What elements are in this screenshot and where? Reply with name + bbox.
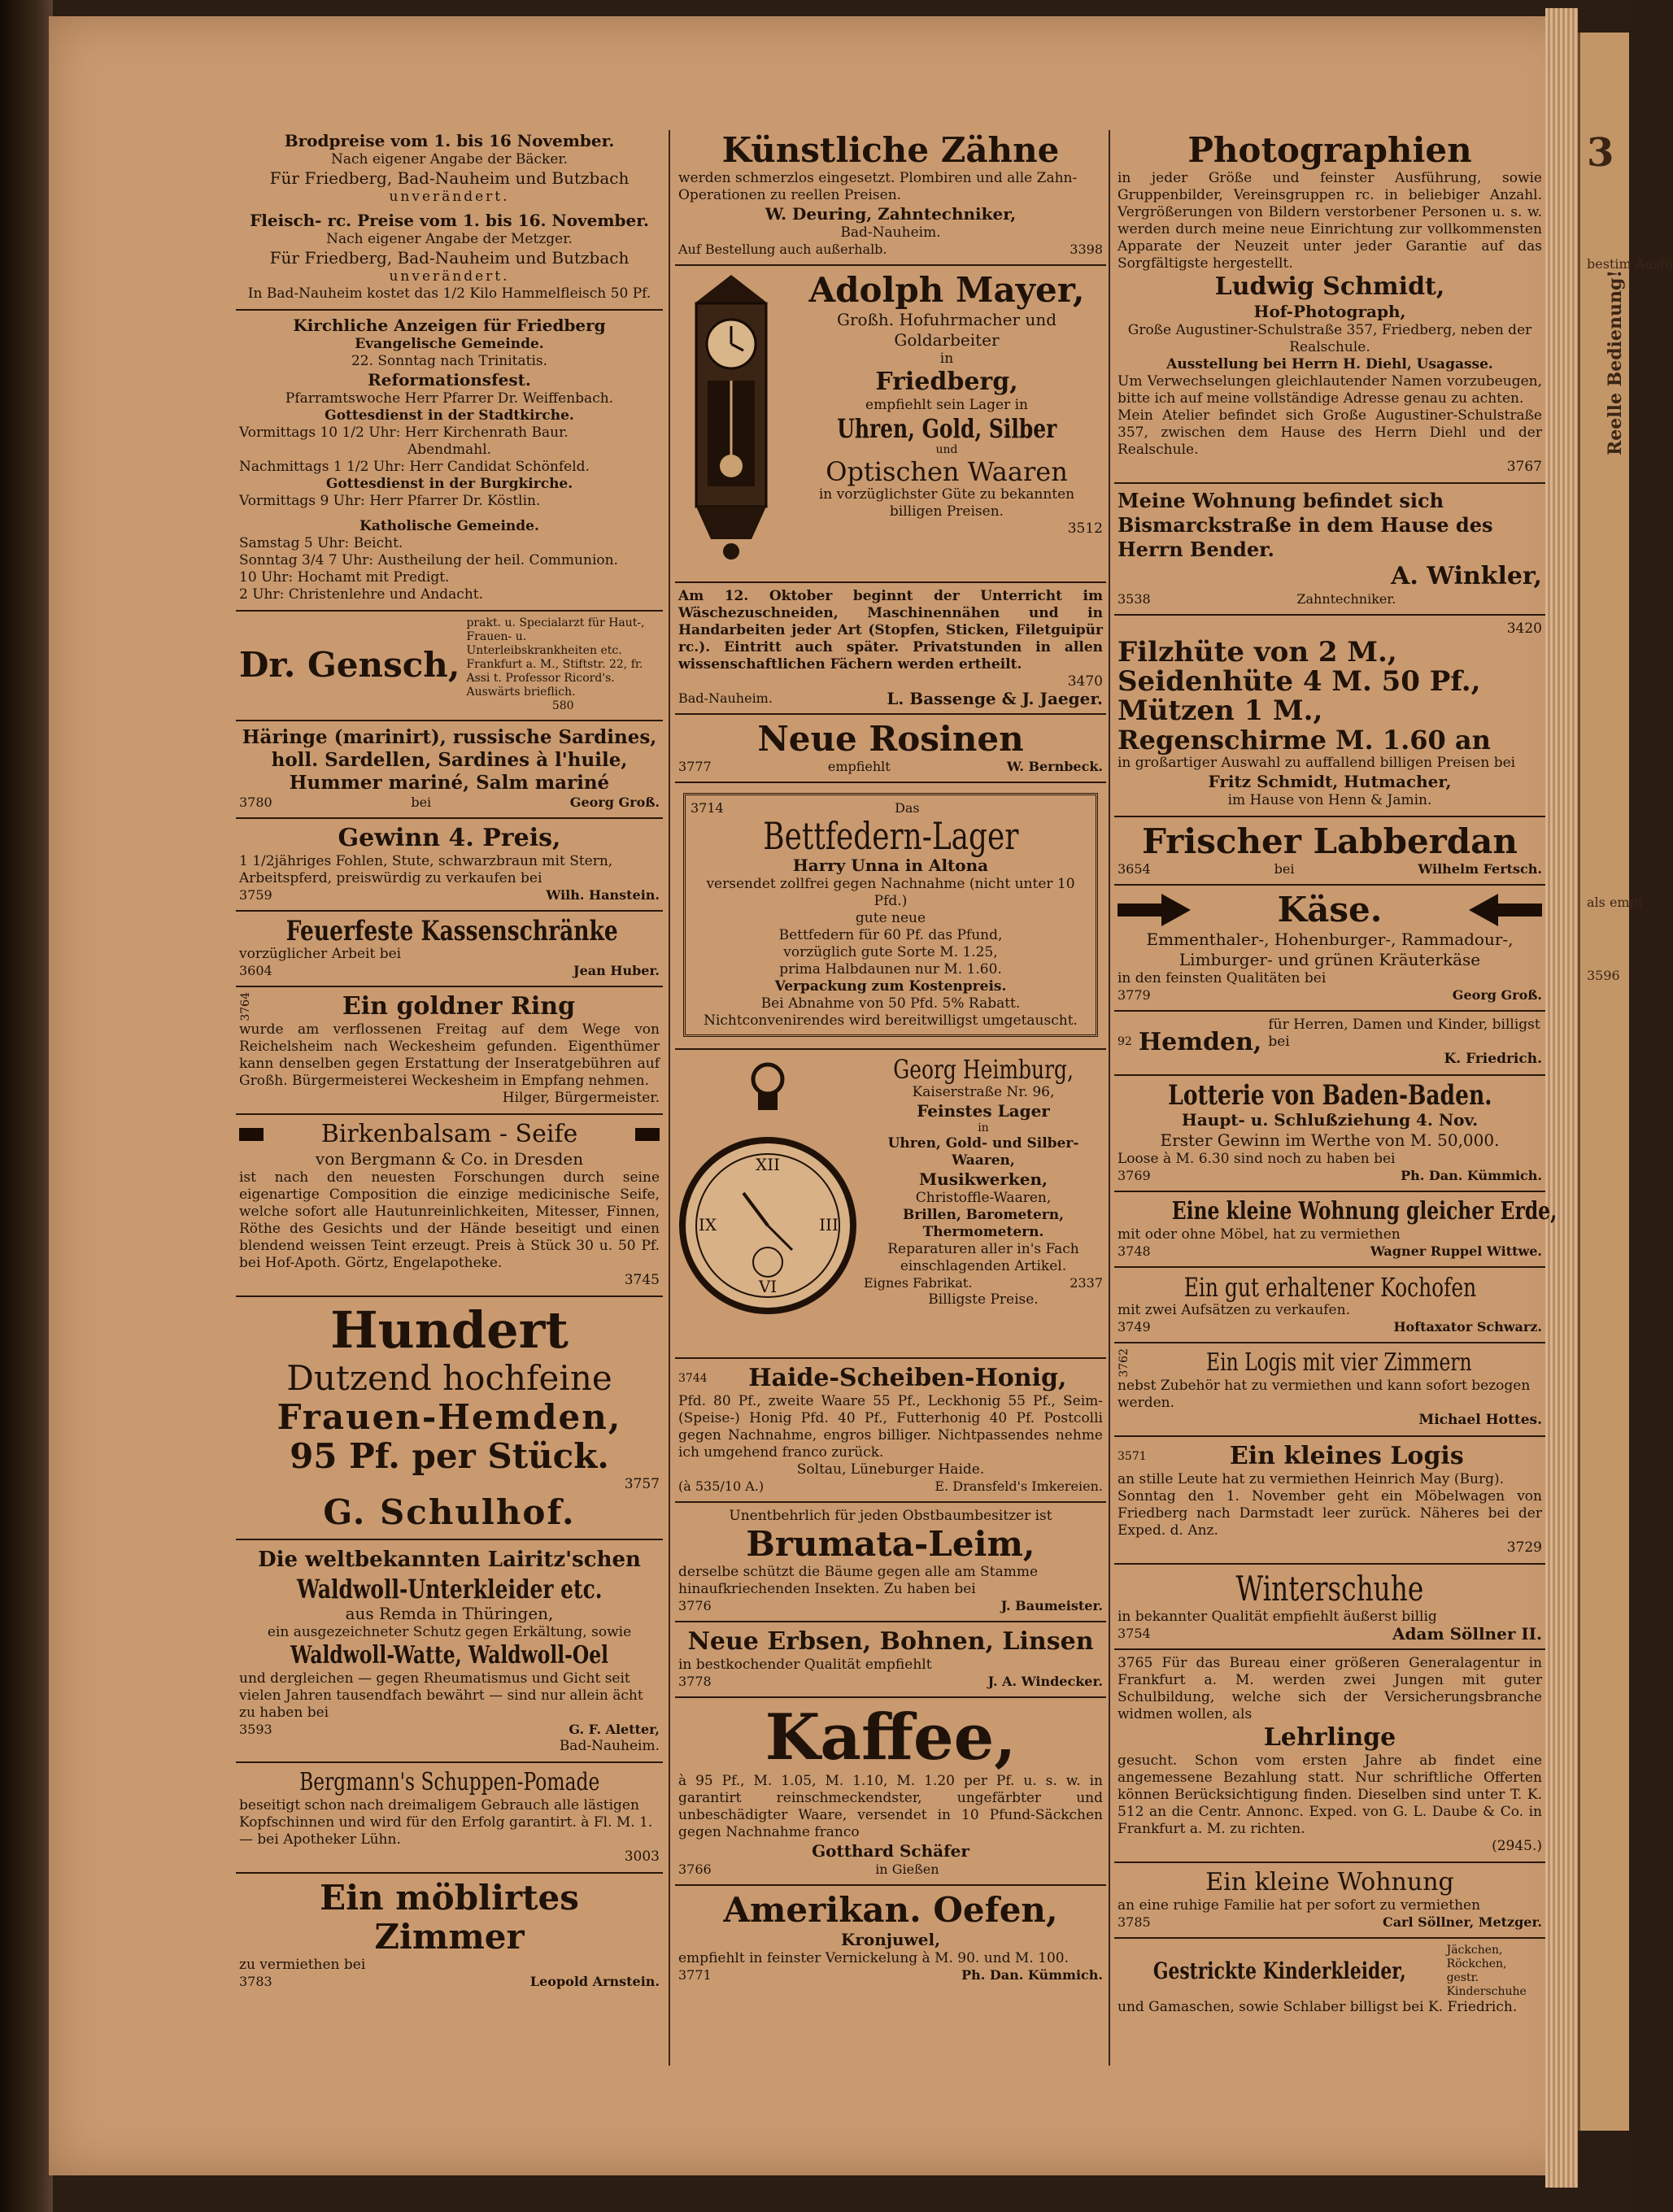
ad-text: Mein Atelier befindet sich Große Augustiner-Schulstraße 357, zwischen dem Hause des Herrn Diehl und der Realschule. — [1118, 407, 1542, 458]
ad-number: 3785 — [1118, 1914, 1151, 1930]
ad-text: Für Friedberg, Bad-Nauheim und Butzbach — [269, 248, 630, 268]
ad-text: bei — [411, 795, 432, 810]
ad-text: In Bad-Nauheim kostet das 1/2 Kilo Hammelfleisch 50 Pf. — [247, 285, 651, 302]
ad-title: Brodpreise vom 1. bis 16 November. — [284, 131, 615, 150]
ad-title: Kaffee, — [765, 1700, 1017, 1774]
ad-brodpreise — [236, 126, 663, 311]
ad-text: von Bergmann & Co. in Dresden — [315, 1149, 584, 1169]
ad-kirchliche-anzeigen — [236, 311, 663, 612]
ad-text: Harry Unna in Altona — [792, 856, 989, 875]
ad-logis-vier-zimmer — [1114, 1343, 1545, 1437]
ad-text: in bekannter Qualität empfiehlt äußerst billig — [1118, 1609, 1437, 1625]
ad-number: 3749 — [1118, 1319, 1151, 1335]
ad-lotterie — [1114, 1076, 1545, 1192]
ad-number: 2337 — [1070, 1275, 1103, 1291]
ad-text: im Hause von Henn & Jamin. — [1227, 792, 1432, 808]
ad-moebliertes-zimmer — [236, 1874, 663, 1996]
svg-text:III: III — [819, 1215, 839, 1234]
ad-text: gesucht. Schon vom ersten Jahre ab findet eine angemessene Bezahlung statt. Nur schriftliche Offerten können Berücksichtigung finden. Dieselben sind unter T. K. 512 an die Centr. Annonc. Exped. von G. L. Daube & Co. in Frankfurt a. M. zu richten. — [1118, 1753, 1542, 1837]
ad-text: versendet zollfrei gegen Nachnahme (nicht unter 10 Pfd.) — [706, 876, 1075, 909]
ad-text: Bettfedern für 60 Pf. das Pfund, — [778, 927, 1003, 943]
ad-number: 3398 — [1070, 242, 1103, 257]
ad-text: und — [935, 443, 958, 456]
ad-text: für Herren, Damen und Kinder, billigst bei — [1268, 1017, 1540, 1050]
ad-number: 3729 — [1506, 1539, 1542, 1556]
ad-text: unverändert. — [389, 268, 510, 285]
ad-signature: Ph. Dan. Kümmich. — [961, 1967, 1103, 1983]
ad-number: 3593 — [239, 1722, 272, 1737]
ad-amerikan-oefen — [675, 1886, 1106, 1990]
ad-number: 3780 — [239, 795, 272, 810]
ad-title: Ein Logis mit vier Zimmern — [1206, 1348, 1472, 1377]
ad-text: Vormittags 10 1/2 Uhr: Herr Kirchenrath Baur. — [239, 425, 569, 441]
ad-text: Christoffle-Waaren, — [915, 1190, 1052, 1206]
ad-text: ist nach den neuesten Forschungen durch seine eigenartige Composition die einzige medicinische Seife, welche sofort alle Hautunreinlichkeiten, Mitesser, Finnen, Röthe des Gesichts und der Hände beseitigt und einen blendend weissen Teint erzeugt. Preis à Stück 30 u. 50 Pf. bei Hof-Apoth. Görtz, Engelapotheke. — [239, 1169, 660, 1271]
ad-text: Katholische Gemeinde. — [359, 518, 539, 534]
ad-title: Neue Rosinen — [757, 719, 1024, 759]
ad-lehrlinge — [1114, 1650, 1545, 1863]
ad-text: in jeder Größe und feinster Ausführung, sowie Gruppenbilder, Vereinsgruppen rc. in beliebiger Anzahl. Vergrößerungen von Bildern verstorbener Personen u. s. w. werden durch meine neue Einrichtung zur vollkommensten Apparate der Neuzeit unter jeder Garantie auf das Sorgfältigste hergestellt. — [1118, 170, 1542, 272]
ad-text: Vormittags 9 Uhr: Herr Pfarrer Dr. Köstlin. — [239, 493, 541, 509]
ad-text: Um Verwechselungen gleichlautender Namen vorzubeugen, bitte ich auf meine vollständige Adresse genau zu achten. — [1118, 373, 1542, 407]
ad-title: Waldwoll-Watte, Waldwoll-Oel — [290, 1641, 608, 1670]
ad-text: Samstag 5 Uhr: Beicht. — [239, 535, 403, 551]
ad-number: 3744 — [678, 1371, 708, 1385]
ad-title: Kirchliche Anzeigen für Friedberg — [293, 316, 606, 335]
ad-georg-heimburg — [675, 1050, 1106, 1359]
ad-text: Hof-Photograph, — [1253, 302, 1406, 321]
ad-schuppen-pomade — [236, 1763, 663, 1874]
ad-text: Zahntechniker. — [1296, 591, 1396, 607]
ad-text: Reparaturen aller in's Fach einschlagenden Artikel. — [887, 1241, 1079, 1274]
ad-kaese — [1114, 886, 1545, 1012]
ad-text: Reformationsfest. — [368, 370, 531, 390]
ad-signature: Adam Söllner II. — [1392, 1624, 1542, 1644]
decorative-bar — [239, 1128, 264, 1141]
ad-text: prima Halbdaunen nur M. 1.60. — [779, 961, 1002, 978]
ad-signature: Georg Groß. — [569, 795, 660, 810]
ad-title: Bergmann's Schuppen-Pomade — [298, 1768, 600, 1796]
ad-text: Für Friedberg, Bad-Nauheim und Butzbach — [269, 168, 630, 188]
ad-text: derselbe schützt die Bäume gegen alle am Stamme hinaufkriechenden Insekten. Zu haben bei — [678, 1564, 1039, 1597]
ad-number: 3776 — [678, 1598, 712, 1613]
ad-signature: Leopold Arnstein. — [529, 1974, 660, 1989]
ad-text: prakt. u. Specialarzt für Haut-, Frauen- u. Unterleibskrankheiten etc. Frankfurt a. M., Stiftstr. 22, fr. Assi t. Professor Ricord's. Auswärts brieflich. — [466, 616, 645, 699]
ad-text: in den feinsten Qualitäten bei — [1118, 970, 1327, 986]
ad-number: 3714 — [691, 800, 724, 816]
ad-ring — [236, 987, 663, 1115]
ad-text: Gottesdienst in der Burgkirche. — [325, 476, 573, 492]
clock-illustration — [678, 271, 784, 575]
ad-text: 95 Pf. per Stück. — [290, 1436, 609, 1476]
ad-text: Thermometern. — [922, 1224, 1044, 1240]
ad-text: werden schmerzlos eingesetzt. Plombiren und alle Zahn-Operationen zu reellen Preisen. — [678, 170, 1078, 203]
ad-text: Sonntag 3/4 7 Uhr: Austheilung der heil. Communion. — [239, 552, 618, 568]
column-left — [236, 126, 663, 2078]
ad-text: aus Remda in Thüringen, — [345, 1604, 554, 1623]
ad-text: Große Augustiner-Schulstraße 357, Friedberg, neben der Realschule. — [1127, 322, 1532, 355]
ad-text: Meine Wohnung befindet sich Bismarckstraße in dem Hause des Herrn Bender. — [1118, 489, 1493, 561]
ad-number: 3764 — [239, 992, 252, 1021]
ad-kassenschraenke — [236, 912, 663, 987]
ad-bassenge-jaeger — [675, 583, 1106, 715]
ad-number: 3754 — [1118, 1626, 1151, 1641]
ad-text: Pfd. 80 Pf., zweite Waare 55 Pf., Leckhonig 55 Pf., Seim- (Speise-) Honig Pfd. 40 Pf., Futterhonig 40 Pf. Postcolli gegen Nachnahme, engros billiger. Nichtpassendes nehme ich umgehend franco zurück. — [678, 1393, 1103, 1461]
ad-title: Ein möblirtes Zimmer — [320, 1878, 579, 1957]
svg-text:IX: IX — [698, 1215, 717, 1234]
ad-text: vorzüglich gute Sorte M. 1.25, — [783, 944, 998, 960]
ad-title: Ein goldner Ring — [342, 992, 576, 1021]
ad-number: 3748 — [1118, 1243, 1151, 1259]
ad-text: ein ausgezeichneter Schutz gegen Erkältung, sowie — [267, 1624, 632, 1640]
ad-title: Frischer Labberdan — [1142, 821, 1518, 861]
ad-title: Winterschuhe — [1235, 1569, 1424, 1609]
ad-signature: Gotthard Schäfer — [812, 1841, 969, 1861]
ad-text: Das — [895, 800, 920, 816]
ad-number: 3654 — [1118, 861, 1151, 877]
column-middle — [675, 126, 1106, 2078]
page-edge-stack — [1545, 8, 1578, 2188]
ad-signature: Wilh. Hanstein. — [546, 887, 660, 903]
ad-text: Gottesdienst in der Stadtkirche. — [325, 407, 574, 424]
ad-number: 3420 — [1506, 620, 1542, 637]
ad-signature: G. Schulhof. — [323, 1492, 576, 1532]
ad-signature: Carl Söllner, Metzger. — [1382, 1914, 1542, 1930]
ad-text: Am 12. Oktober beginnt der Unterricht im Wäschezuschneiden, Maschinennähen und in Handarbeiten jeder Art (Stopfen, Sticken, Filetguipür rc.). Eintritt auch später. Privatstunden in allen wissenschaftlichen Fächern werden ertheilt. — [678, 588, 1103, 673]
ad-haeringe — [236, 721, 663, 819]
ad-title: Dr. Gensch, — [239, 644, 460, 685]
ad-number: 3759 — [239, 887, 272, 903]
ad-title: Feuerfeste Kassenschränke — [285, 915, 618, 947]
ad-text: Großh. Hofuhrmacher und Goldarbeiter — [836, 310, 1057, 350]
ad-title: Lotterie von Baden-Baden. — [1167, 1079, 1492, 1112]
ad-signature: Bad-Nauheim. — [840, 224, 941, 241]
ad-title: Seidenhüte 4 M. 50 Pf., — [1118, 665, 1481, 698]
ad-text: Erster Gewinn im Werthe von M. 50,000. — [1160, 1130, 1500, 1150]
ad-signature: Hilger, Bürgermeister. — [502, 1090, 660, 1106]
ad-title: Adolph Mayer, — [808, 270, 1085, 310]
ad-text: Dutzend hochfeine — [286, 1358, 612, 1398]
ad-adolph-mayer — [675, 266, 1106, 583]
ad-erbsen-bohnen — [675, 1622, 1106, 1698]
ad-signature: K. Friedrich. — [1444, 1051, 1542, 1067]
ad-title: Brumata-Leim, — [746, 1524, 1035, 1564]
ad-number: 3783 — [239, 1974, 272, 1989]
ad-text: Kaiserstraße Nr. 96, — [912, 1084, 1055, 1100]
ad-number: (2945.) — [1492, 1838, 1542, 1854]
ad-title: Optischen Waaren — [826, 456, 1068, 487]
ad-title: Hemden, — [1138, 1027, 1262, 1056]
ad-signature: J. Baumeister. — [1000, 1598, 1103, 1613]
ad-text: Abendmahl. — [407, 442, 492, 458]
ad-text: Loose à M. 6.30 sind noch zu haben bei — [1118, 1151, 1396, 1167]
ad-kleines-logis — [1114, 1437, 1545, 1565]
ad-text: Limburger- und grünen Kräuterkäse — [1179, 950, 1481, 969]
column-rule — [669, 130, 670, 2066]
ad-text: nebst Zubehör hat zu vermiethen und kann sofort bezogen werden. — [1118, 1378, 1531, 1411]
ad-title: Ein gut erhaltener Kochofen — [1183, 1272, 1476, 1303]
ad-text: gute neue — [855, 910, 926, 926]
pendulum-clock-icon — [678, 271, 784, 572]
ad-text: in vorzüglichster Güte zu bekannten billigen Preisen. — [818, 486, 1075, 520]
ad-title: Eine kleine Wohnung gleicher Erde, — [1171, 1197, 1558, 1226]
ad-text: empfiehlt in feinster Vernickelung à M. 90. und M. 100. — [678, 1950, 1069, 1966]
svg-text:VI: VI — [758, 1277, 778, 1296]
ad-number: 3745 — [624, 1272, 660, 1288]
ad-text: wurde am verflossenen Freitag auf dem Wege von Reichelsheim nach Weckesheim gefunden. Eigenthümer kann denselben gegen Erstattung der Inseratgebühren auf Großh. Bürgermeisterei Weckesheim in Empfang nehmen. — [239, 1021, 660, 1089]
ad-number: 3003 — [624, 1848, 660, 1865]
ad-text: Nichtconvenirendes wird bereitwilligst umgetauscht. — [704, 1012, 1078, 1029]
ad-number: 3779 — [1118, 987, 1151, 1003]
ad-text: (à 535/10 A.) — [678, 1478, 765, 1494]
ad-text: in bestkochender Qualität empfiehlt — [678, 1657, 932, 1673]
ad-winkler-wohnung — [1114, 484, 1545, 616]
pointing-hand-icon — [1469, 894, 1542, 926]
ad-labberdan — [1114, 817, 1545, 886]
ad-title: Künstliche Zähne — [721, 130, 1060, 170]
ad-title: Friedberg, — [875, 368, 1018, 396]
ad-title: Neue Erbsen, Bohnen, Linsen — [687, 1627, 1094, 1656]
ad-number: 3571 — [1118, 1449, 1147, 1463]
facing-page-vertical-text: Reelle Bedienung! — [1605, 269, 1626, 455]
ad-signature: Bad-Nauheim. — [559, 1738, 660, 1754]
ad-title: Ein kleine Wohnung — [1205, 1868, 1454, 1896]
ad-bettfedern — [675, 783, 1106, 1050]
ad-title: Fleisch- rc. Preise vom 1. bis 16. November. — [250, 211, 649, 230]
ad-text: Nachmittags 1 1/2 Uhr: Herr Candidat Schönfeld. — [239, 459, 590, 475]
ad-kleine-wohnung-erde — [1114, 1192, 1558, 1268]
ad-signature: Fritz Schmidt, Hutmacher, — [1208, 772, 1452, 791]
ad-number: 3771 — [678, 1967, 712, 1983]
ad-text: Billigste Preise. — [928, 1291, 1039, 1308]
ad-signature: Michael Hottes. — [1418, 1412, 1542, 1428]
ad-text: Ausstellung bei Herrn H. Diehl, Usagasse. — [1166, 356, 1493, 372]
ad-signature: Ludwig Schmidt, — [1214, 272, 1445, 301]
facing-page-fragment-text: als empf — [1587, 895, 1643, 910]
ad-text: Soltau, Lüneburger Haide. — [796, 1461, 985, 1478]
ad-number: 3769 — [1118, 1168, 1151, 1183]
ad-text: 2 Uhr: Christenlehre und Andacht. — [239, 586, 484, 603]
ad-text: Pfarramtswoche Herr Pfarrer Dr. Weiffenbach. — [285, 390, 614, 407]
ad-winterschuhe — [1114, 1565, 1545, 1650]
ad-title: Ein kleines Logis — [1229, 1442, 1464, 1470]
ad-filzhuete — [1114, 616, 1545, 817]
ad-signature: A. Winkler, — [1391, 562, 1542, 590]
ad-text: Sonntag den 1. November geht ein Möbelwagen von Friedberg nach Darmstadt leer zurück. Näheres bei der Exped. d. Anz. — [1118, 1488, 1542, 1539]
ad-title: Gestrickte Kinderkleider, — [1152, 1957, 1406, 1984]
ad-kinderkleider — [1114, 1939, 1545, 2023]
facing-page-fragment-text: bestim Ausfü — [1587, 256, 1673, 272]
ad-text: à 95 Pf., M. 1.05, M. 1.10, M. 1.20 per Pf. u. s. w. in garantirt reinschmeckendster, ungefärbter und unbeschädigter Waare, versendet in 10 Pfund-Säckchen gegen Nachnahme franco — [678, 1773, 1103, 1840]
ad-text: empfiehlt — [827, 759, 891, 774]
ad-title: Die weltbekannten Lairitz'schen — [258, 1548, 641, 1572]
ad-neue-rosinen — [675, 715, 1106, 783]
ad-title: Waldwoll-Unterkleider etc. — [296, 1574, 603, 1605]
ad-text: an stille Leute hat zu vermiethen Heinrich May (Burg). — [1118, 1471, 1505, 1487]
ad-text: mit oder ohne Möbel, hat zu vermiethen — [1118, 1226, 1401, 1243]
ad-signature: in Gießen — [875, 1861, 939, 1877]
ad-text: Emmenthaler-, Hohenburger-, Rammadour-, — [1146, 930, 1514, 949]
pocket-watch-icon — [678, 1055, 857, 1348]
ad-signature: W. Bernbeck. — [1006, 759, 1103, 774]
ad-title: Uhren, Gold, Silber — [836, 413, 1057, 444]
ad-signature: Georg Groß. — [1452, 987, 1542, 1003]
ad-signature: Wilhelm Fertsch. — [1418, 861, 1542, 877]
ad-text: mit zwei Aufsätzen zu verkaufen. — [1118, 1302, 1350, 1318]
decorative-bar — [635, 1128, 660, 1141]
pocket-watch-illustration — [678, 1055, 857, 1351]
ad-signature: Wagner Ruppel Wittwe. — [1370, 1243, 1542, 1259]
ad-text: Haupt- u. Schlußziehung 4. Nov. — [1181, 1110, 1479, 1130]
ad-text: 10 Uhr: Hochamt mit Predigt. — [239, 569, 450, 586]
ad-number: 3757 — [624, 1476, 660, 1492]
ad-text: 22. Sonntag nach Trinitatis. — [351, 353, 548, 369]
ad-birkenbalsam — [236, 1115, 663, 1297]
ad-text: Kronjuwel, — [840, 1930, 941, 1949]
ad-text: unverändert. — [389, 189, 510, 205]
ad-kleine-wohnung — [1114, 1863, 1545, 1939]
ad-title: Amerikan. Oefen, — [723, 1890, 1058, 1930]
ad-number: 3512 — [1067, 520, 1103, 537]
ad-text: Unentbehrlich für jeden Obstbaumbesitzer ist — [729, 1508, 1052, 1524]
ad-number: 3777 — [678, 759, 712, 774]
ad-signature: Ph. Dan. Kümmich. — [1401, 1168, 1542, 1183]
ad-number: 3604 — [239, 963, 272, 978]
book-binding — [0, 0, 53, 2212]
ad-signature: E. Dransfeld's Imkereien. — [935, 1478, 1103, 1494]
ad-kaffee — [675, 1698, 1106, 1886]
ad-text: Uhren, Gold- und Silber-Waaren, — [887, 1135, 1079, 1169]
column-right — [1114, 126, 1558, 2078]
ad-text: Auf Bestellung auch außerhalb. — [678, 242, 887, 257]
ad-text: in — [939, 351, 954, 367]
ad-text: Bad-Nauheim. — [678, 690, 773, 706]
ad-text: Brillen, Barometern, — [902, 1207, 1065, 1223]
ad-text: 1 1/2jähriges Fohlen, Stute, schwarzbraun mit Stern, Arbeitspferd, preiswürdig zu verkaufen bei — [239, 853, 613, 886]
ad-text: empfiehlt sein Lager in — [865, 397, 1028, 413]
ad-signature: Hoftaxator Schwarz. — [1393, 1319, 1542, 1335]
ad-hemden — [1114, 1012, 1545, 1076]
ad-title: Photographien — [1187, 130, 1472, 170]
ad-photographien — [1114, 126, 1545, 484]
svg-text:XII: XII — [755, 1155, 781, 1174]
ad-haide-honig — [675, 1359, 1106, 1503]
ad-signature: W. Deuring, Zahntechniker, — [765, 204, 1017, 224]
ad-kuenstliche-zaehne — [675, 126, 1106, 266]
ad-number: 3538 — [1118, 591, 1151, 607]
ad-gewinn — [236, 819, 663, 912]
ad-text: in großartiger Auswahl zu auffallend billigen Preisen bei — [1118, 755, 1516, 771]
ad-text: und Gamaschen, sowie Schlaber billigst bei K. Friedrich. — [1118, 1999, 1518, 2015]
ad-title: Mützen 1 M., — [1118, 695, 1323, 727]
ad-signature: Jean Huber. — [573, 963, 660, 978]
ad-hundert-hemden — [236, 1297, 663, 1540]
ad-number: 3470 — [1067, 673, 1103, 690]
ad-number: 580 — [551, 699, 574, 712]
ad-text: Eignes Fabrikat. — [864, 1275, 973, 1291]
facing-page-fragment — [1578, 33, 1673, 2131]
ad-text: Musikwerken, — [919, 1169, 1048, 1189]
ad-signature: G. F. Aletter, — [569, 1722, 660, 1737]
ad-signature: L. Bassenge & J. Jaeger. — [887, 689, 1103, 708]
ad-text: vorzüglicher Arbeit bei — [239, 946, 402, 962]
ad-title: Birkenbalsam - Seife — [320, 1120, 578, 1148]
ad-text: Evangelische Gemeinde. — [355, 336, 544, 352]
ad-title: Käse. — [1277, 890, 1383, 930]
ad-text: Nach eigener Angabe der Bäcker. — [330, 151, 569, 168]
ad-title: Häringe (marinirt), russische Sardines, holl. Sardellen, Sardines à l'huile, Hummer mariné, Salm mariné — [242, 726, 657, 794]
ad-number: 3762 — [1118, 1348, 1131, 1378]
facing-page-fragment-text: 3596 — [1587, 968, 1620, 983]
ad-title: Bettfedern-Lager — [762, 814, 1019, 858]
ad-number: 3766 — [678, 1861, 712, 1877]
ad-text: beseitigt schon nach dreimaligem Gebrauch alle lästigen Kopfschinnen und wird für den Erfolg garantirt. à Fl. M. 1.— bei Apotheker Lühn. — [239, 1797, 653, 1848]
ad-signature: J. A. Windecker. — [987, 1674, 1103, 1689]
ad-text: und dergleichen — gegen Rheumatismus und Gicht seit vielen Jahren tausendfach bewährt — sind nur allein ächt zu haben bei — [239, 1670, 643, 1721]
ad-text: 3765 Für das Bureau einer größeren Generalagentur in Frankfurt a. M. werden zwei Jungen mit guter Schulbildung, welche sich der Versicherungsbranche widmen wollen, als — [1118, 1655, 1542, 1722]
ad-brumata-leim — [675, 1503, 1106, 1622]
ad-dr-gensch — [236, 612, 663, 721]
ad-title: Haide-Scheiben-Honig, — [748, 1364, 1067, 1392]
ad-kochofen — [1114, 1268, 1545, 1343]
ad-title: Georg Heimburg, — [893, 1054, 1074, 1085]
ad-title: Hundert — [330, 1300, 569, 1360]
ad-number: 92 — [1118, 1035, 1132, 1048]
ad-title: Regenschirme M. 1.60 an — [1118, 725, 1491, 755]
ad-text: Jäckchen, Röckchen, gestr. Kinderschuhe — [1446, 1944, 1527, 1998]
ad-title: Filzhüte von 2 M., — [1118, 636, 1397, 668]
ad-text: Bei Abnahme von 50 Pfd. 5% Rabatt. — [760, 995, 1021, 1012]
ad-text: zu vermiethen bei — [239, 1957, 366, 1973]
ad-text: bei — [1274, 861, 1295, 877]
ad-text: an eine ruhige Familie hat per sofort zu vermiethen — [1118, 1897, 1481, 1914]
ad-text: in — [978, 1121, 989, 1134]
ad-text: Verpackung zum Kostenpreis. — [774, 978, 1007, 995]
ad-lairitz — [236, 1540, 663, 1763]
ad-title: Lehrlinge — [1263, 1723, 1396, 1752]
ad-number: 3778 — [678, 1674, 712, 1689]
ad-text: Nach eigener Angabe der Metzger. — [326, 231, 573, 247]
pointing-hand-icon — [1118, 894, 1191, 926]
ad-text: Frauen-Hemden, — [277, 1397, 622, 1437]
column-rule — [1109, 130, 1110, 2066]
ad-number: 3767 — [1506, 459, 1542, 475]
ad-text: Feinstes Lager — [917, 1101, 1050, 1121]
facing-page-number: 3 — [1587, 130, 1614, 176]
ad-title: Gewinn 4. Preis, — [338, 824, 561, 852]
